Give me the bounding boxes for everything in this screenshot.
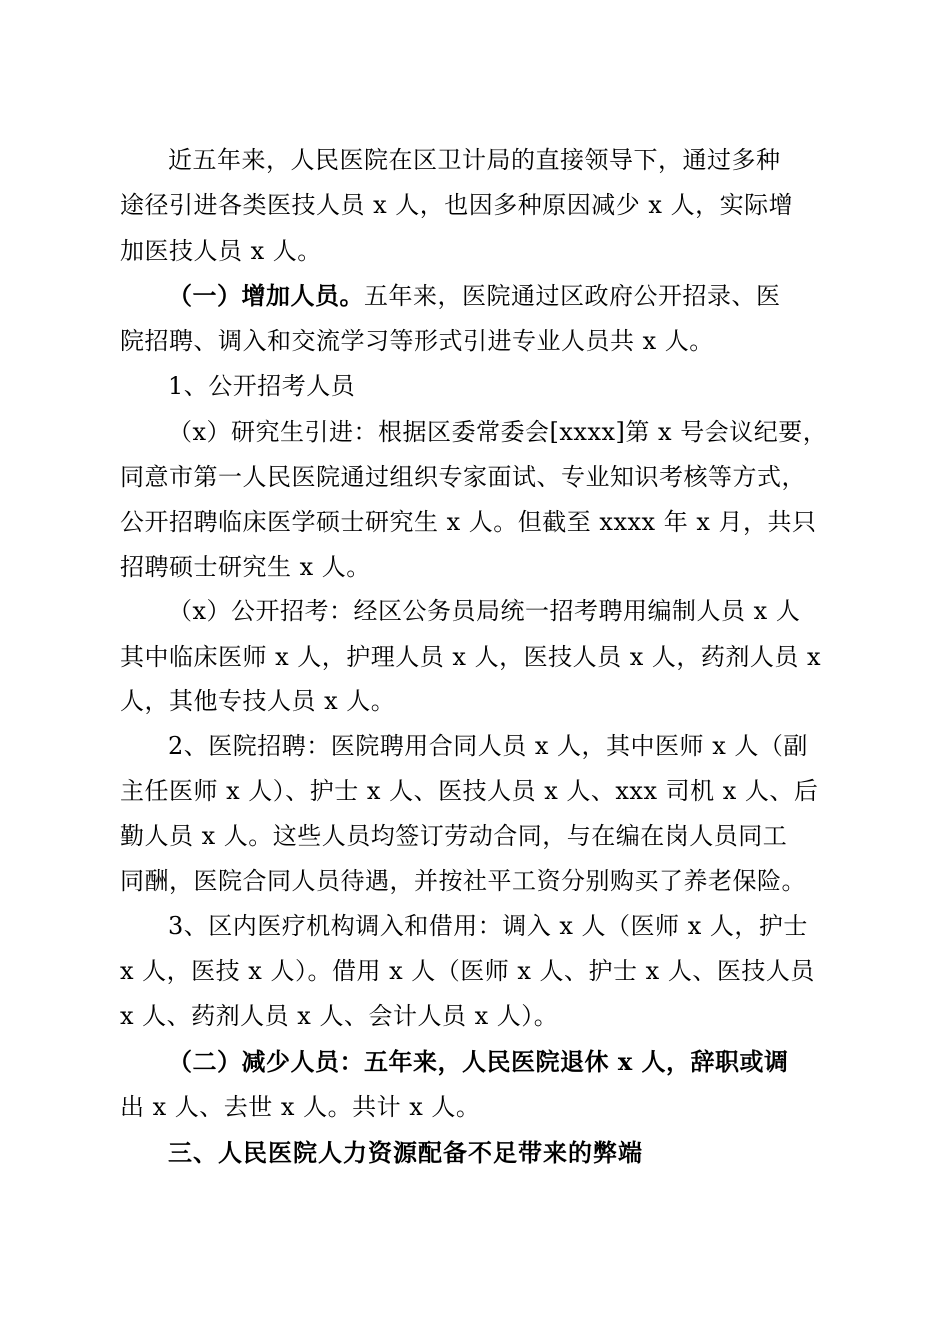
section-three-heading-line — [0, 1133, 950, 1173]
item2-line-1: 2、医院招聘：医院聘用合同人员 x 人，其中医师 x 人（副 — [168, 732, 808, 760]
intro-paragraph-line — [0, 140, 950, 180]
item3-line-1: 3、区内医疗机构调入和借用：调入 x 人（医师 x 人，护士 — [168, 912, 808, 940]
item1a-line-4: 招聘硕士研究生 x 人。 — [120, 553, 371, 581]
section-increase-line-1: 五年来，医院通过区政府公开招录、医 — [364, 282, 781, 310]
item1-title-line — [0, 366, 950, 406]
item2-line-4: 同酬，医院合同人员待遇，并按社平工资分别购买了养老保险。 — [120, 867, 806, 895]
section-decrease-line-1: （二）减少人员：五年来，人民医院退休 x 人，辞职或调 — [168, 1047, 789, 1076]
item1b-line — [0, 591, 950, 631]
item1a-line — [0, 502, 950, 542]
item1-title: 1、公开招考人员 — [168, 372, 356, 400]
item2-line — [0, 726, 950, 766]
section-three-heading: 三、人民医院人力资源配备不足带来的弊端 — [168, 1139, 643, 1167]
intro-paragraph-line — [0, 185, 950, 225]
item1b-line — [0, 637, 950, 677]
section-decrease-line — [0, 1087, 950, 1127]
item3-line — [0, 951, 950, 991]
section-increase-line — [0, 276, 950, 316]
item1b-line-1: （x）公开招考：经区公务员局统一招考聘用编制人员 x 人 — [168, 597, 801, 625]
intro-line-3: 加医技人员 x 人。 — [120, 237, 322, 265]
section-decrease-line — [0, 1042, 950, 1082]
item1a-line — [0, 457, 950, 497]
section-increase-line — [0, 321, 950, 361]
section-increase-heading: （一）增加人员。 — [168, 281, 364, 310]
item3-line — [0, 906, 950, 946]
item1b-line-3: 人，其他专技人员 x 人。 — [120, 687, 396, 715]
item3-line — [0, 996, 950, 1036]
intro-line-1: 近五年来，人民医院在区卫计局的直接领导下，通过多种 — [168, 146, 781, 174]
section-decrease-line-2: 出 x 人、去世 x 人。共计 x 人。 — [120, 1093, 481, 1121]
item1b-line — [0, 681, 950, 721]
item1a-line-1: （x）研究生引进：根据区委常委会[xxxx]第 x 号会议纪要， — [168, 418, 828, 446]
item1a-line — [0, 547, 950, 587]
item1a-line — [0, 412, 950, 452]
intro-line-2: 途径引进各类医技人员 x 人，也因多种原因减少 x 人，实际增 — [120, 191, 794, 219]
item1a-line-2: 同意市第一人民医院通过组织专家面试、专业知识考核等方式， — [120, 463, 806, 491]
item2-line-3: 勤人员 x 人。这些人员均签订劳动合同，与在编在岗人员同工 — [120, 822, 788, 850]
intro-paragraph-line — [0, 231, 950, 271]
item2-line-2: 主任医师 x 人）、护士 x 人、医技人员 x 人、xxx 司机 x 人、后 — [120, 777, 819, 805]
item1b-line-2: 其中临床医师 x 人，护理人员 x 人，医技人员 x 人，药剂人员 x — [120, 643, 822, 671]
item1a-line-3: 公开招聘临床医学硕士研究生 x 人。但截至 xxxx 年 x 月，共只 — [120, 508, 817, 536]
section-increase-line-2: 院招聘、调入和交流学习等形式引进专业人员共 x 人。 — [120, 327, 714, 355]
item2-line — [0, 861, 950, 901]
item2-line — [0, 816, 950, 856]
item3-line-3: x 人、药剂人员 x 人、会计人员 x 人）。 — [120, 1002, 559, 1030]
item2-line — [0, 771, 950, 811]
item3-line-2: x 人，医技 x 人）。借用 x 人（医师 x 人、护士 x 人、医技人员 — [120, 957, 815, 985]
